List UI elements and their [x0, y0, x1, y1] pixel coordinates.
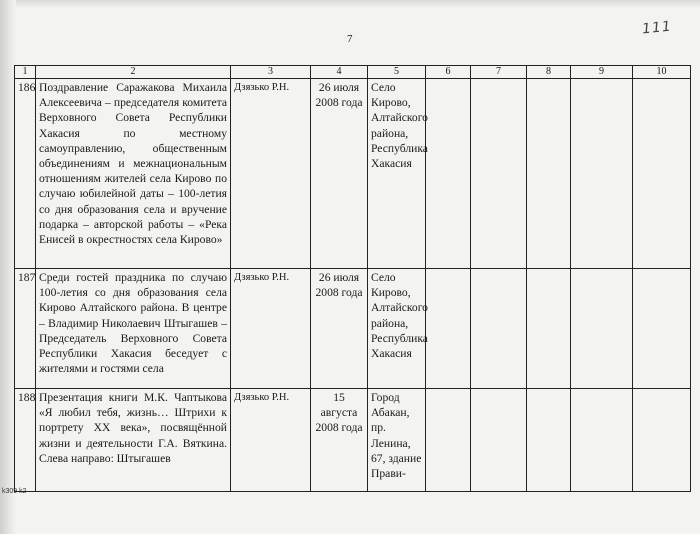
- column-header: 3: [231, 66, 311, 79]
- empty-cell: [571, 269, 633, 389]
- photo-author: Дзязько Р.Н.: [231, 269, 311, 389]
- photo-author: Дзязько Р.Н.: [231, 389, 311, 492]
- column-number-row: [15, 66, 691, 79]
- page-number: 7: [347, 33, 353, 45]
- table-row: [15, 389, 691, 492]
- empty-cell: [633, 389, 691, 492]
- empty-cell: [527, 79, 571, 269]
- column-header: 9: [571, 66, 633, 79]
- empty-cell: [571, 389, 633, 492]
- column-header: 1: [15, 66, 36, 79]
- photo-date: 15 августа 2008 года: [311, 389, 368, 492]
- table-row: [15, 79, 691, 269]
- photo-description: Поздравление Саражакова Михаила Алексеевича – председателя комитета Верховного Совета Республики Хакасия по местному самоуправлению, общественным объединениям и межнациональным отношениям жителей села Кирово по случаю юбилейной даты – 100-летия со дня образования села и вручение подарка – авторской работы – «Река Енисей в окрестностях села Кирово»: [36, 79, 231, 269]
- empty-cell: [527, 269, 571, 389]
- archive-number-handwritten: 111: [641, 18, 673, 38]
- column-header: 5: [368, 66, 426, 79]
- column-header: 8: [527, 66, 571, 79]
- empty-cell: [426, 79, 471, 269]
- empty-cell: [633, 269, 691, 389]
- side-mark: k309 k2: [2, 488, 27, 495]
- empty-cell: [426, 389, 471, 492]
- scan-edge-top: [0, 0, 700, 8]
- empty-cell: [426, 269, 471, 389]
- photo-date: 26 июля 2008 года: [311, 79, 368, 269]
- photo-description: Среди гостей праздника по случаю 100-летия со дня образования села Кирово Алтайского района. В центре – Владимир Николаевич Штыгашев – Председатель Верховного Совета Республики Хакасия беседует с жителями и гостями села: [36, 269, 231, 389]
- row-number: 187: [15, 269, 36, 389]
- photo-registry-table: [14, 65, 691, 492]
- column-header: 6: [426, 66, 471, 79]
- empty-cell: [633, 79, 691, 269]
- empty-cell: [571, 79, 633, 269]
- table-row: [15, 269, 691, 389]
- photo-place: Город Абакан, пр. Ленина, 67, здание Прави-: [368, 389, 426, 492]
- column-header: 7: [471, 66, 527, 79]
- photo-date: 26 июля 2008 года: [311, 269, 368, 389]
- photo-place: Село Кирово, Алтайского района, Республика Хакасия: [368, 79, 426, 269]
- column-header: 10: [633, 66, 691, 79]
- column-header: 4: [311, 66, 368, 79]
- empty-cell: [471, 389, 527, 492]
- empty-cell: [471, 269, 527, 389]
- row-number: 188: [15, 389, 36, 492]
- photo-author: Дзязько Р.Н.: [231, 79, 311, 269]
- photo-description: Презентация книги М.К. Чаптыкова «Я любил тебя, жизнь… Штрихи к портрету ХХ века», посвящённой жизни и деятельности Г.А. Вяткина. Слева направо: Штыгашев: [36, 389, 231, 492]
- photo-place: Село Кирово, Алтайского района, Республика Хакасия: [368, 269, 426, 389]
- empty-cell: [471, 79, 527, 269]
- row-number: 186: [15, 79, 36, 269]
- column-header: 2: [36, 66, 231, 79]
- empty-cell: [527, 389, 571, 492]
